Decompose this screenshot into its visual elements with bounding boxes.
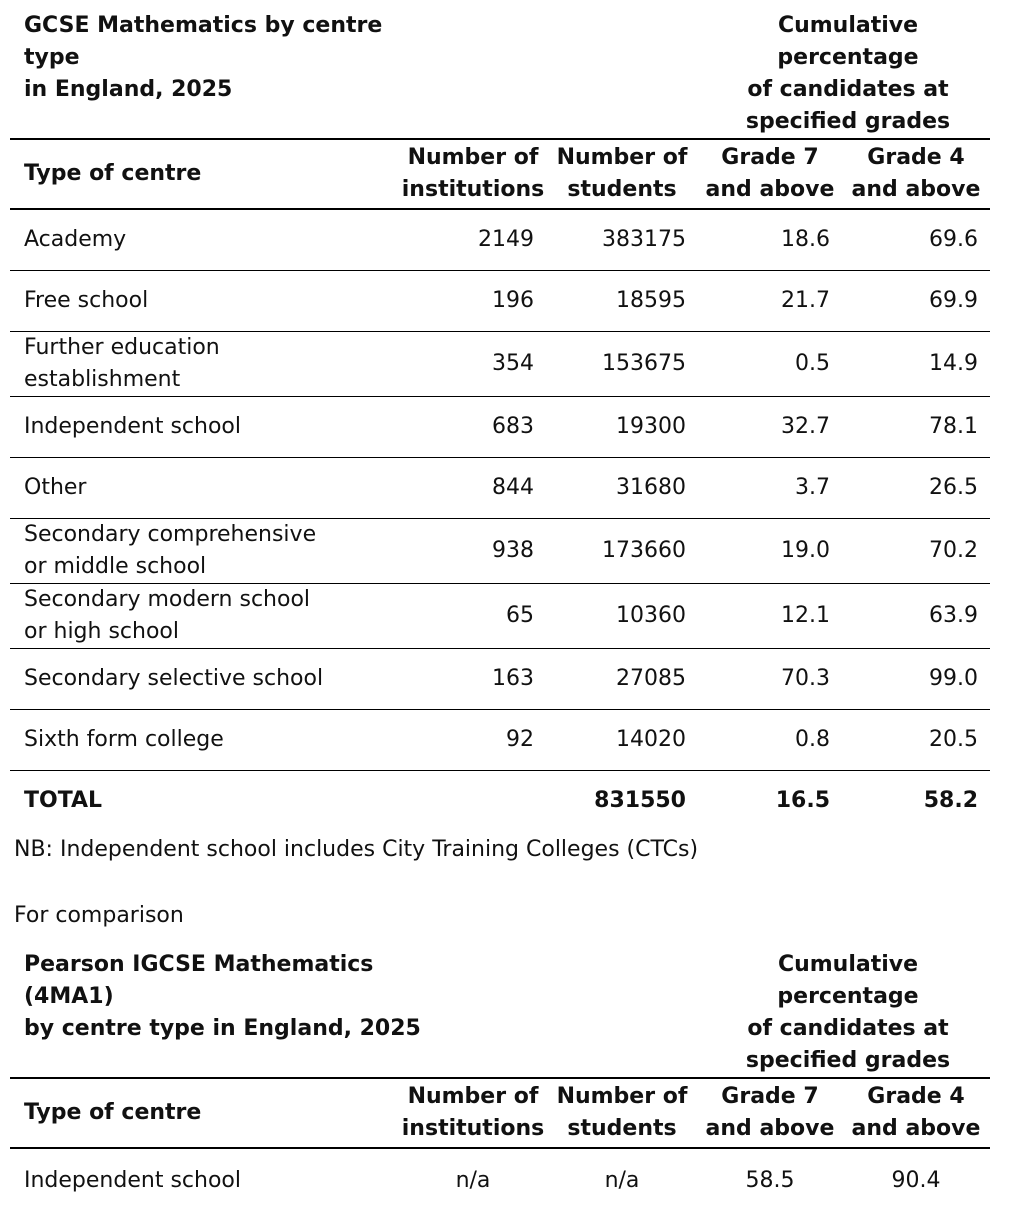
table-row	[10, 209, 990, 270]
cell-grade-7: 21.7	[781, 287, 830, 313]
table-row	[10, 583, 990, 648]
cell-grade-4: 20.5	[929, 726, 978, 752]
cell-institutions: 938	[492, 537, 534, 563]
col-institutions: Number of institutions	[401, 145, 545, 202]
col-students: Number of students	[556, 145, 688, 202]
col-grade-4: Grade 4 and above	[851, 145, 981, 202]
cell-students: 18595	[616, 287, 686, 313]
cell-institutions: 65	[506, 602, 534, 628]
cell-students: 31680	[616, 474, 686, 500]
cell-type: Sixth form college	[24, 726, 224, 752]
col-students: Number of students	[556, 1084, 688, 1141]
cell-grade-7: 19.0	[781, 537, 830, 563]
cell-grade-4: 70.2	[929, 537, 978, 563]
cell-students: 10360	[616, 602, 686, 628]
cell-grade-7: 58.5	[745, 1167, 795, 1193]
table-row	[10, 457, 990, 518]
igcse-cumulative-header: Cumulative percentage of candidates at specified grades	[745, 952, 951, 1073]
cell-type: Secondary comprehensive or middle school	[24, 521, 317, 579]
cell-institutions: 196	[492, 287, 534, 313]
cell-grade-7: 12.1	[781, 602, 830, 628]
gcse-cumulative-header: Cumulative percentage of candidates at specified grades	[745, 13, 951, 134]
total-label: TOTAL	[24, 787, 103, 813]
cell-grade-4: 14.9	[929, 350, 978, 376]
col-type-of-centre: Type of centre	[24, 161, 202, 186]
cell-institutions: 844	[492, 474, 534, 500]
gcse-table-heading	[10, 10, 990, 138]
table-row	[10, 270, 990, 331]
cell-grade-4: 63.9	[929, 602, 978, 628]
col-grade-7: Grade 7 and above	[705, 145, 835, 202]
cell-institutions: 92	[506, 726, 534, 752]
cell-grade-4: 26.5	[929, 474, 978, 500]
cell-institutions: 354	[492, 350, 534, 376]
cell-institutions: 2149	[478, 226, 534, 252]
gcse-table	[10, 138, 990, 831]
table-row	[10, 331, 990, 396]
cell-institutions: n/a	[455, 1167, 491, 1193]
col-grade-4: Grade 4 and above	[851, 1084, 981, 1141]
total-grade-4: 58.2	[923, 787, 978, 813]
cell-grade-4: 69.6	[929, 226, 978, 252]
total-students: 831550	[594, 787, 686, 813]
total-institutions	[400, 770, 546, 831]
col-institutions: Number of institutions	[401, 1084, 545, 1141]
cell-type: Academy	[24, 226, 127, 252]
table-row	[10, 518, 990, 583]
cell-type: Free school	[24, 287, 149, 313]
col-type-of-centre: Type of centre	[24, 1100, 202, 1125]
cell-students: n/a	[604, 1167, 640, 1193]
cell-type: Further education establishment	[24, 334, 220, 392]
cell-students: 19300	[616, 413, 686, 439]
cell-grade-4: 69.9	[929, 287, 978, 313]
cell-type: Independent school	[24, 1167, 241, 1193]
total-row	[10, 770, 990, 831]
cell-type: Secondary selective school	[24, 665, 324, 691]
igcse-table	[10, 1077, 990, 1212]
gcse-table-section	[10, 10, 990, 831]
cell-grade-4: 78.1	[929, 413, 978, 439]
igcse-table-heading	[10, 949, 990, 1077]
cell-type: Independent school	[24, 413, 241, 439]
cell-type: Other	[24, 474, 87, 500]
cell-students: 27085	[616, 665, 686, 691]
cell-students: 153675	[602, 350, 686, 376]
cell-grade-7: 70.3	[781, 665, 830, 691]
cell-grade-7: 0.8	[795, 726, 830, 752]
cell-institutions: 163	[492, 665, 534, 691]
gcse-table-title: GCSE Mathematics by centre type in England, 2025	[24, 13, 383, 102]
cell-students: 383175	[602, 226, 686, 252]
table-row	[10, 648, 990, 709]
cell-institutions: 683	[492, 413, 534, 439]
col-grade-7: Grade 7 and above	[705, 1084, 835, 1141]
cell-type: Secondary modern school or high school	[24, 586, 311, 644]
footnote: NB: Independent school includes City Training Colleges (CTCs)	[14, 837, 699, 862]
igcse-header-row	[10, 1078, 990, 1148]
table-row	[10, 396, 990, 457]
cell-students: 14020	[616, 726, 686, 752]
total-grade-7: 16.5	[775, 787, 830, 813]
comparison-label: For comparison	[14, 903, 184, 928]
cell-grade-7: 0.5	[795, 350, 830, 376]
cell-students: 173660	[602, 537, 686, 563]
gcse-header-row	[10, 139, 990, 209]
cell-grade-7: 18.6	[781, 226, 830, 252]
cell-grade-4: 90.4	[891, 1167, 941, 1193]
igcse-table-section	[10, 949, 990, 1212]
cell-grade-7: 3.7	[795, 474, 830, 500]
cell-grade-7: 32.7	[781, 413, 830, 439]
table-row	[10, 709, 990, 770]
table-row	[10, 1148, 990, 1212]
cell-grade-4: 99.0	[929, 665, 978, 691]
igcse-table-title: Pearson IGCSE Mathematics (4MA1) by centre type in England, 2025	[24, 952, 421, 1041]
